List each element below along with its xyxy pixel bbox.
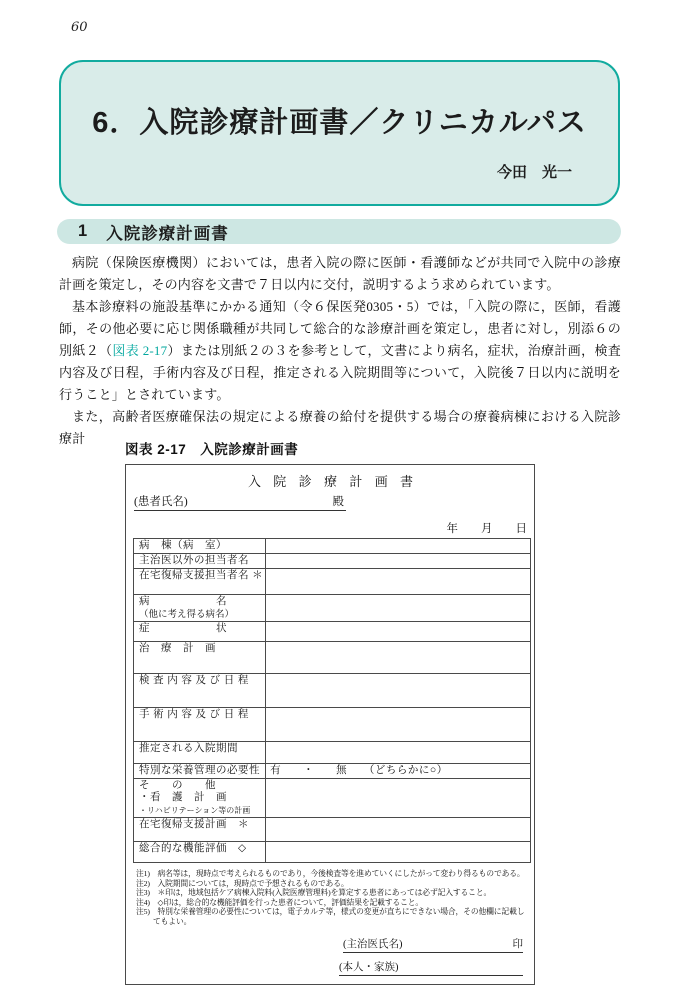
row-label: 手 術 内 容 及 び 日 程 bbox=[134, 708, 266, 742]
section-header bbox=[57, 219, 621, 244]
row-value-cell bbox=[266, 778, 531, 818]
table-row-symptoms bbox=[134, 622, 531, 642]
table-row-disease-name bbox=[134, 595, 531, 622]
footnotes bbox=[136, 869, 527, 927]
table-row-home-return-support-plan bbox=[134, 818, 531, 842]
honorific-label: 殿 bbox=[332, 496, 344, 508]
chapter-header-box bbox=[59, 60, 620, 206]
row-label: 治 療 計 画 bbox=[134, 642, 266, 674]
paragraph-2-post: ）または別紙２の３を参考として，文書により病名，症状，治療計画，検査内容及び日程，手術内容及び日程，推定される入院期間等について，入院後７日以内に説明を行うこと」とされています。 bbox=[59, 343, 621, 402]
row-value-cell bbox=[266, 742, 531, 764]
table-row-estimated-stay bbox=[134, 742, 531, 764]
section-number: 1 bbox=[78, 222, 88, 240]
table-row-examination-schedule bbox=[134, 674, 531, 708]
row-sublabel: （他に考え得る病名） bbox=[139, 609, 235, 620]
chapter-author: 今田 光一 bbox=[496, 164, 572, 181]
footnote-1: 注1) 病名等は，現時点で考えられるものであり，今後検査等を進めていくにしたがって変わり得るものである。 bbox=[136, 869, 525, 878]
table-row-nutrition-management bbox=[134, 764, 531, 779]
chapter-title: 6．入院診療計画書／クリニカルパス bbox=[92, 107, 587, 139]
nutrition-options: 有 ・ 無 （どちらかに○） bbox=[266, 764, 531, 779]
signature-block bbox=[132, 930, 529, 976]
row-label: 病 棟（病 室） bbox=[134, 539, 266, 554]
form-title: 入院診療計画書 bbox=[247, 474, 426, 489]
patient-name-label: (患者氏名) bbox=[134, 496, 188, 508]
row-label: 在宅復帰支援担当者名 ＊ bbox=[134, 569, 266, 595]
row-label: 病 名 bbox=[139, 596, 227, 607]
footnote-4: 注4) ◇印は，総合的な機能評価を行った患者について，評価結果を記載すること。 bbox=[136, 897, 424, 907]
table-row-other bbox=[134, 778, 531, 818]
table-row-surgery-schedule bbox=[134, 708, 531, 742]
footnote-2: 注2) 入院期間については，現時点で予想されるものである。 bbox=[136, 878, 349, 888]
patient-name-line bbox=[134, 493, 346, 511]
row-value-cell bbox=[266, 569, 531, 595]
date-line: 年 月 日 bbox=[446, 523, 527, 535]
row-label: 症 状 bbox=[134, 622, 266, 642]
body-text bbox=[59, 252, 621, 450]
row-label: そ の 他 bbox=[139, 779, 216, 791]
table-row-treatment-plan bbox=[134, 642, 531, 674]
footnote-3: 注3) ＊印は，地域包括ケア病棟入院料(入院医療管理料)を算定する患者にあっては必ず記入すること。 bbox=[136, 888, 492, 898]
patient-family-signature-line bbox=[339, 959, 523, 976]
row-value-cell bbox=[266, 642, 531, 674]
row-value-cell bbox=[266, 818, 531, 842]
figure-caption: 図表 2-17 入院診療計画書 bbox=[125, 442, 299, 457]
physician-name-label: (主治医氏名) bbox=[343, 938, 403, 950]
form-table bbox=[133, 538, 531, 863]
footnote-5: 注5) 特別な栄養管理の必要性については，電子カルテ等，様式の変更が直ちにできない場合，その他欄に記載してもよい。 bbox=[136, 907, 525, 926]
row-label: 検 査 内 容 及 び 日 程 bbox=[134, 674, 266, 708]
table-row-comprehensive-evaluation bbox=[134, 842, 531, 863]
row-label: 特別な栄養管理の必要性 bbox=[134, 764, 266, 779]
section-title: 入院診療計画書 bbox=[106, 224, 229, 243]
row-label: 総合的な機能評価 ◇ bbox=[134, 842, 266, 863]
row-value-cell bbox=[266, 842, 531, 863]
figure-reference-link[interactable]: 図表 2-17 bbox=[112, 343, 168, 358]
patient-family-label: (本人・家族) bbox=[339, 961, 399, 973]
row-value-cell bbox=[266, 708, 531, 742]
row-value-cell bbox=[266, 674, 531, 708]
paragraph-3: また，高齢者医療確保法の規定による療養の給付を提供する場合の療養病棟における入院診療計 bbox=[59, 409, 621, 446]
paragraph-2 bbox=[59, 296, 621, 406]
row-value-cell bbox=[266, 595, 531, 622]
row-value-cell bbox=[266, 539, 531, 554]
table-row-home-return-support-staff bbox=[134, 569, 531, 595]
seal-label: 印 bbox=[512, 938, 523, 950]
figure-2-17 bbox=[125, 438, 537, 985]
row-sublabel-rehabilitation: ・リハビリテーション等の計画 bbox=[139, 805, 251, 815]
row-sublabel: ・看 護 計 画 bbox=[139, 792, 227, 803]
paragraph-1: 病院（保険医療機関）においては，患者入院の際に医師・看護師などが共同で入院中の診療計画を策定し，その内容を文書で７日以内に交付，説明するよう求められています。 bbox=[59, 255, 621, 292]
row-value-cell bbox=[266, 554, 531, 569]
table-row-ward bbox=[134, 539, 531, 554]
inpatient-care-plan-form bbox=[125, 464, 535, 985]
row-label: 主治医以外の担当者名 bbox=[134, 554, 266, 569]
row-label: 在宅復帰支援計画 ＊ bbox=[134, 818, 266, 842]
page-number: 60 bbox=[71, 20, 88, 35]
physician-signature-line bbox=[343, 936, 523, 953]
table-row-staff-other-than-physician bbox=[134, 554, 531, 569]
row-value-cell bbox=[266, 622, 531, 642]
row-label: 推定される入院期間 bbox=[134, 742, 266, 764]
paragraph-2-pre: 基本診療料の施設基準にかかる通知（令６保医発0305・5）では，「入院の際に，医師，看護師，その他必要に応じ関係職種が共同して総合的な診療計画を策定し，患者に対し，別添６の別紙２（ bbox=[59, 299, 621, 358]
